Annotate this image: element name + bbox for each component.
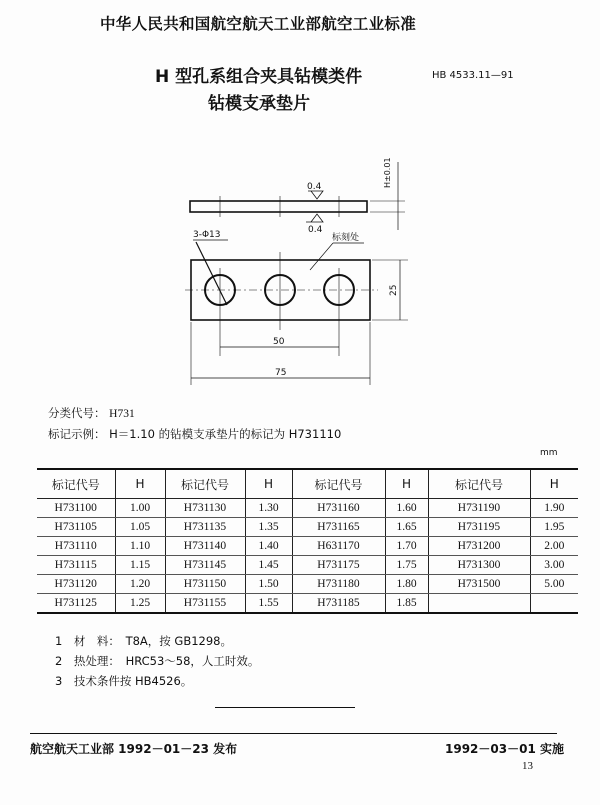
unit-label: mm bbox=[540, 448, 558, 458]
table-row bbox=[37, 537, 578, 556]
table-row bbox=[37, 575, 578, 594]
h-value-cell: 1.85 bbox=[385, 594, 428, 614]
classification-line bbox=[48, 405, 135, 421]
marking-example-line bbox=[48, 426, 341, 442]
h-value-cell: 1.65 bbox=[385, 518, 428, 537]
technical-drawing bbox=[0, 0, 600, 400]
h-value-cell: 3.00 bbox=[530, 556, 578, 575]
standard-code: HB 4533.11—91 bbox=[432, 70, 514, 81]
hole-label: 3-Φ13 bbox=[193, 230, 221, 240]
h-value-cell: 1.10 bbox=[115, 537, 165, 556]
marking-code-cell: H731200 bbox=[428, 537, 530, 556]
side-view-outline bbox=[190, 201, 367, 212]
width-label: 25 bbox=[389, 284, 399, 296]
effective-date: 1992－03－01 实施 bbox=[445, 742, 564, 756]
hole-spacing-label: 50 bbox=[273, 337, 285, 347]
h-value-cell: 1.75 bbox=[385, 556, 428, 575]
column-header: H bbox=[115, 469, 165, 499]
table-row bbox=[37, 594, 578, 614]
document-title: H 型孔系组合夹具钻模类件 bbox=[155, 67, 363, 87]
classification-label: 分类代号： bbox=[48, 406, 106, 420]
table-row bbox=[37, 518, 578, 537]
note-heat-treatment: 2 热处理： HRC53～58，人工时效。 bbox=[55, 654, 260, 668]
h-value-cell: 1.70 bbox=[385, 537, 428, 556]
marking-code-cell: H731185 bbox=[292, 594, 385, 614]
column-header: H bbox=[530, 469, 578, 499]
marking-code-cell: H631170 bbox=[292, 537, 385, 556]
marking-code-cell: H731110 bbox=[37, 537, 115, 556]
marking-code-cell: H731500 bbox=[428, 575, 530, 594]
size-table bbox=[37, 468, 578, 614]
marking-code-cell: H731190 bbox=[428, 499, 530, 518]
column-header: H bbox=[385, 469, 428, 499]
table-row bbox=[37, 556, 578, 575]
end-divider bbox=[215, 707, 355, 708]
document-subtitle: 钻模支承垫片 bbox=[208, 94, 310, 114]
hole-leader bbox=[196, 242, 227, 305]
marking-code-cell: H731145 bbox=[165, 556, 245, 575]
marking-code-cell: H731175 bbox=[292, 556, 385, 575]
table-row bbox=[37, 499, 578, 518]
marking-code-cell: H731115 bbox=[37, 556, 115, 575]
h-value-cell: 1.30 bbox=[245, 499, 292, 518]
length-label: 75 bbox=[275, 368, 287, 378]
marking-label: 标刻处 bbox=[332, 233, 360, 243]
marking-code-cell: H731130 bbox=[165, 499, 245, 518]
h-value-cell: 1.25 bbox=[115, 594, 165, 614]
h-value-cell: 1.45 bbox=[245, 556, 292, 575]
table-header-row bbox=[37, 469, 578, 499]
marking-code-cell: H731105 bbox=[37, 518, 115, 537]
marking-example-value: H＝1.10 的钻模支承垫片的标记为 H731110 bbox=[109, 427, 342, 441]
marking-example-label: 标记示例： bbox=[48, 427, 106, 441]
h-value-cell: 2.00 bbox=[530, 537, 578, 556]
h-value-cell: 1.55 bbox=[245, 594, 292, 614]
marking-leader bbox=[310, 243, 333, 270]
h-value-cell: 1.40 bbox=[245, 537, 292, 556]
thickness-label: H±0.01 bbox=[383, 157, 392, 188]
column-header: 标记代号 bbox=[428, 469, 530, 499]
h-value-cell: 1.60 bbox=[385, 499, 428, 518]
marking-code-cell: H731100 bbox=[37, 499, 115, 518]
marking-code-cell: H731165 bbox=[292, 518, 385, 537]
organization-title: 中华人民共和国航空航天工业部航空工业标准 bbox=[100, 15, 417, 33]
classification-value: H731 bbox=[109, 408, 135, 420]
h-value-cell: 1.05 bbox=[115, 518, 165, 537]
marking-code-cell: H731135 bbox=[165, 518, 245, 537]
h-value-cell: 1.95 bbox=[530, 518, 578, 537]
marking-code-cell: H731300 bbox=[428, 556, 530, 575]
h-value-cell: 1.50 bbox=[245, 575, 292, 594]
marking-code-cell: H731155 bbox=[165, 594, 245, 614]
marking-code-cell: H731125 bbox=[37, 594, 115, 614]
marking-code-cell: H731120 bbox=[37, 575, 115, 594]
column-header: 标记代号 bbox=[37, 469, 115, 499]
marking-code-cell bbox=[428, 594, 530, 614]
issue-date: 航空航天工业部 1992－01－23 发布 bbox=[30, 742, 238, 756]
marking-code-cell: H731140 bbox=[165, 537, 245, 556]
marking-code-cell: H731195 bbox=[428, 518, 530, 537]
h-value-cell: 5.00 bbox=[530, 575, 578, 594]
roughness-symbol-top bbox=[308, 191, 323, 199]
h-value-cell: 1.90 bbox=[530, 499, 578, 518]
note-material: 1 材 料： T8A，按 GB1298。 bbox=[55, 634, 232, 648]
footer-divider bbox=[30, 733, 557, 734]
h-value-cell bbox=[530, 594, 578, 614]
h-value-cell: 1.20 bbox=[115, 575, 165, 594]
marking-code-cell: H731150 bbox=[165, 575, 245, 594]
marking-code-cell: H731160 bbox=[292, 499, 385, 518]
page-number: 13 bbox=[522, 760, 533, 772]
h-value-cell: 1.80 bbox=[385, 575, 428, 594]
column-header: H bbox=[245, 469, 292, 499]
h-value-cell: 1.00 bbox=[115, 499, 165, 518]
roughness-symbol-bottom bbox=[306, 214, 323, 222]
roughness-bottom-label: 0.4 bbox=[308, 225, 323, 235]
marking-code-cell: H731180 bbox=[292, 575, 385, 594]
column-header: 标记代号 bbox=[292, 469, 385, 499]
h-value-cell: 1.35 bbox=[245, 518, 292, 537]
h-value-cell: 1.15 bbox=[115, 556, 165, 575]
roughness-top-label: 0.4 bbox=[307, 182, 322, 192]
column-header: 标记代号 bbox=[165, 469, 245, 499]
note-technical-conditions: 3 技术条件按 HB4526。 bbox=[55, 674, 193, 688]
